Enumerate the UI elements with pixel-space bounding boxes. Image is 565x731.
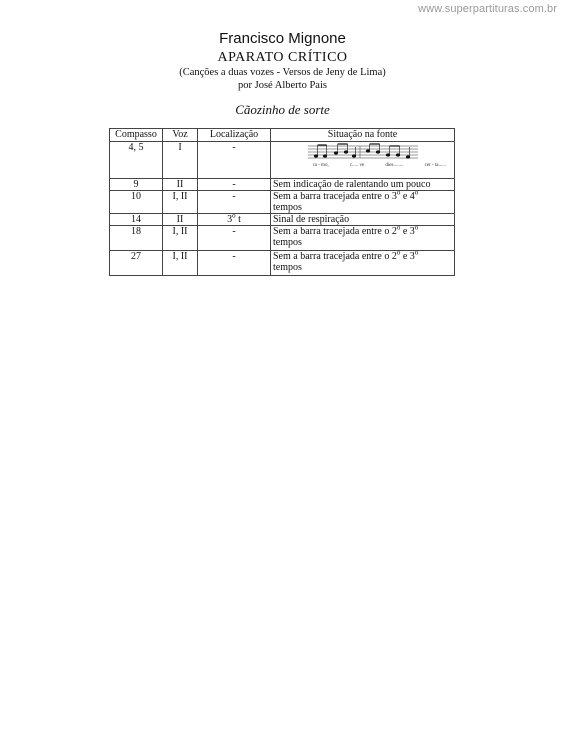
situacao-text: tempos bbox=[273, 262, 302, 273]
cell-compasso: 27 bbox=[110, 251, 163, 276]
document-title: APARATO CRÍTICO bbox=[217, 50, 348, 65]
header-compasso: Compasso bbox=[110, 129, 163, 142]
composer-name: Francisco Mignone bbox=[219, 30, 346, 47]
lyric-syllable: dies........ bbox=[385, 163, 404, 168]
ordinal-mark: o bbox=[414, 188, 419, 197]
table-row bbox=[110, 214, 455, 226]
table-row bbox=[110, 191, 455, 214]
critical-apparatus-table bbox=[109, 128, 455, 276]
cell-localizacao: - bbox=[198, 251, 271, 276]
lyric-syllable: ra - mo, bbox=[313, 163, 329, 168]
cell-situacao: Sinal de respiração bbox=[271, 214, 455, 226]
cell-voz: I bbox=[163, 142, 198, 179]
localizacao-number: 3 bbox=[227, 214, 233, 225]
cell-situacao: Sem indicação de ralentando um pouco bbox=[271, 179, 455, 191]
cell-compasso: 4, 5 bbox=[110, 142, 163, 179]
cell-localizacao: - bbox=[198, 191, 271, 214]
cell-voz: I, II bbox=[163, 226, 198, 251]
ordinal-mark: o bbox=[414, 223, 419, 232]
document-author: por José Alberto Pais bbox=[238, 80, 327, 91]
situacao-text: tempos bbox=[273, 237, 302, 248]
ordinal-mark: o bbox=[232, 211, 236, 220]
situacao-text: e 3 bbox=[400, 226, 415, 237]
header-voz: Voz bbox=[163, 129, 198, 142]
lyric-syllable: c..... ve bbox=[349, 163, 365, 168]
cell-situacao bbox=[271, 248, 455, 276]
cell-localizacao: - bbox=[198, 226, 271, 251]
table-header-row bbox=[110, 129, 455, 142]
cell-voz: II bbox=[163, 179, 198, 191]
cell-localizacao bbox=[198, 211, 271, 226]
table-row bbox=[110, 142, 455, 179]
document-subtitle: (Canções a duas vozes - Versos de Jeny de Lima) bbox=[179, 67, 386, 78]
ordinal-mark: o bbox=[396, 248, 401, 257]
cell-compasso: 18 bbox=[110, 226, 163, 251]
cell-voz: I, II bbox=[163, 191, 198, 214]
lyric-syllable: cer - ta...... bbox=[424, 163, 446, 168]
music-lyrics bbox=[273, 163, 452, 169]
cell-situacao-music-excerpt bbox=[271, 142, 455, 179]
situacao-text: e 4 bbox=[400, 191, 415, 202]
table-row bbox=[110, 251, 455, 276]
cell-situacao bbox=[271, 188, 455, 214]
ordinal-mark: o bbox=[396, 188, 401, 197]
situacao-text: tempos bbox=[273, 202, 302, 213]
header-situacao: Situação na fonte bbox=[271, 129, 455, 142]
cell-voz: II bbox=[163, 214, 198, 226]
watermark: www.superpartituras.com.br bbox=[418, 3, 557, 15]
table-row bbox=[110, 179, 455, 191]
ordinal-mark: o bbox=[414, 248, 419, 257]
situacao-text: Sem a barra tracejada entre o 2 bbox=[273, 226, 397, 237]
situacao-text: Sem a barra tracejada entre o 2 bbox=[273, 251, 397, 262]
situacao-text: e 3 bbox=[400, 251, 415, 262]
cell-voz: I, II bbox=[163, 251, 198, 276]
cell-compasso: 10 bbox=[110, 191, 163, 214]
header-localizacao: Localização bbox=[198, 129, 271, 142]
cell-compasso: 14 bbox=[110, 214, 163, 226]
cell-localizacao: - bbox=[198, 142, 271, 179]
situacao-text: Sem a barra tracejada entre o 3 bbox=[273, 191, 397, 202]
localizacao-suffix: t bbox=[235, 214, 241, 225]
song-title: Cãozinho de sorte bbox=[235, 102, 330, 117]
table-row bbox=[110, 226, 455, 251]
music-staff-excerpt bbox=[308, 143, 418, 165]
ordinal-mark: o bbox=[396, 223, 401, 232]
cell-compasso: 9 bbox=[110, 179, 163, 191]
cell-situacao bbox=[271, 223, 455, 251]
cell-localizacao: - bbox=[198, 179, 271, 191]
